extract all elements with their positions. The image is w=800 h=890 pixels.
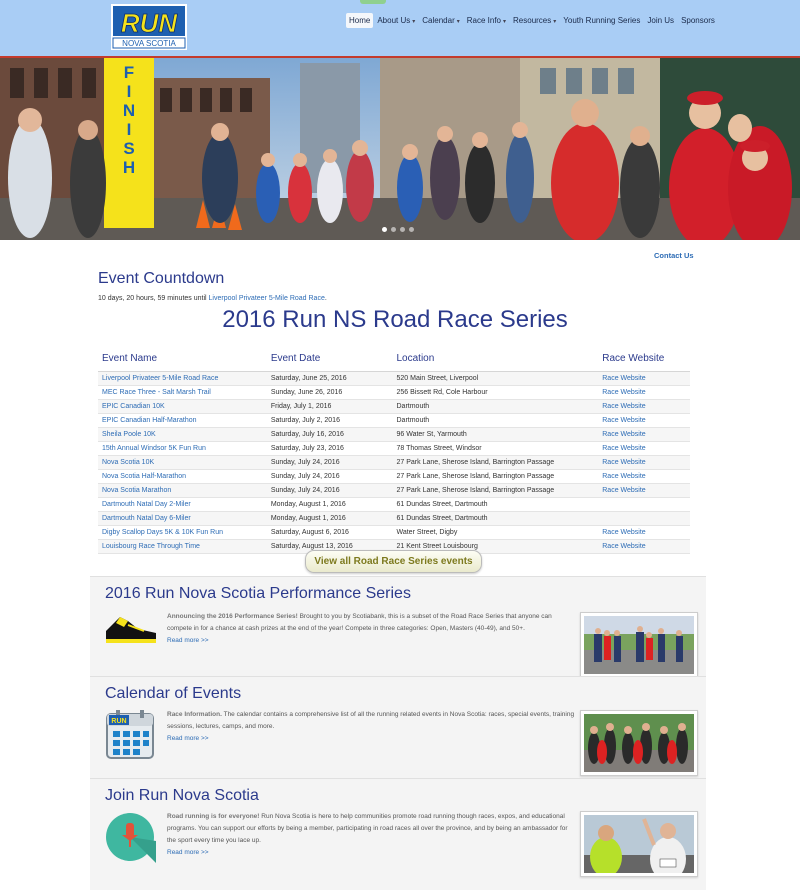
event-location-cell: 27 Park Lane, Sherose Island, Barrington Passage [393,456,599,470]
race-website-link [598,512,690,526]
slider-dot[interactable] [409,227,414,232]
table-row [98,456,690,470]
table-row [98,386,690,400]
race-website-link[interactable]: Race Website [598,442,690,456]
svg-text:NOVA SCOTIA: NOVA SCOTIA [122,39,176,48]
event-location-cell: 256 Bissett Rd, Cole Harbour [393,386,599,400]
table-row [98,512,690,526]
event-name-link[interactable]: Dartmouth Natal Day 6-Miler [98,512,267,526]
event-location-cell: Dartmouth [393,400,599,414]
event-name-link[interactable]: Digby Scallop Days 5K & 10K Fun Run [98,526,267,540]
performance-series-thumbnail[interactable] [580,612,698,678]
series-title: 2016 Run NS Road Race Series [222,306,568,333]
map-pin-icon [104,811,156,863]
finish-banner-letter: I [126,120,132,139]
read-more-link[interactable]: Read more >> [167,849,209,856]
race-crowd-photo [584,714,694,772]
event-location-cell: 27 Park Lane, Sherose Island, Barrington Passage [393,484,599,498]
table-row [98,470,690,484]
calendar-panel [90,676,706,778]
slider-dot[interactable] [382,227,387,232]
panel-body: The calendar contains a comprehensive list of all the running related events in Nova Scotia: races, special events, training sessions, lectures, camps, and more. [167,711,575,730]
nav-item-label: Youth Running Series [563,16,641,25]
event-name-link[interactable]: Nova Scotia 10K [98,456,267,470]
chevron-down-icon: ▾ [456,19,460,25]
svg-text:RUN: RUN [120,8,178,38]
table-row [98,372,690,386]
event-name-link[interactable]: Nova Scotia Marathon [98,484,267,498]
event-name-link[interactable]: 15th Annual Windsor 5K Fun Run [98,442,267,456]
event-date-cell: Sunday, July 24, 2016 [267,470,393,484]
nav-item-calendar[interactable] [419,13,462,28]
nav-item-label: Join Us [647,16,675,25]
event-location-cell: Dartmouth [393,414,599,428]
event-location-cell: Water Street, Digby [393,526,599,540]
panel-lead: Road running is for everyone! [167,813,260,820]
race-website-link[interactable]: Race Website [598,540,690,554]
event-name-link[interactable]: Liverpool Privateer 5-Mile Road Race [98,372,267,386]
table-row [98,428,690,442]
event-location-cell: 96 Water St, Yarmouth [393,428,599,442]
road-race-table [98,353,690,554]
race-website-link [598,498,690,512]
countdown-event-link[interactable]: Liverpool Privateer 5-Mile Road Race [208,295,325,302]
event-date-cell: Saturday, August 6, 2016 [267,526,393,540]
finish-banner-letter: I [126,82,132,101]
table-row [98,400,690,414]
chevron-down-icon: ▾ [553,19,557,25]
slider-dots [382,227,414,232]
event-date-cell: Monday, August 1, 2016 [267,498,393,512]
panel-text [167,611,577,647]
finish-banner-letter: F [123,63,135,82]
hero-race-start-photo [0,58,800,240]
race-website-link[interactable]: Race Website [598,414,690,428]
race-website-link[interactable]: Race Website [598,470,690,484]
slider-dot[interactable] [391,227,396,232]
calendar-icon [104,709,156,761]
event-name-link[interactable]: EPIC Canadian 10K [98,400,267,414]
event-location-cell: 520 Main Street, Liverpool [393,372,599,386]
table-row [98,414,690,428]
view-all-events-button[interactable]: View all Road Race Series events [305,550,482,573]
event-name-link[interactable]: Dartmouth Natal Day 2-Miler [98,498,267,512]
contact-us-link[interactable]: Contact Us [654,251,694,260]
col-location: Location [393,353,599,372]
chevron-down-icon: ▾ [503,19,507,25]
running-shoe-icon [104,611,158,645]
event-location-cell: 78 Thomas Street, Windsor [393,442,599,456]
nav-item-label: Home [349,16,371,25]
event-location-cell: 21 Kent Street Louisbourg [393,540,599,554]
nav-item-sponsors[interactable] [678,13,718,28]
col-race-website: Race Website [598,353,690,372]
table-row [98,526,690,540]
hero-photo-slider[interactable] [0,58,800,240]
event-date-cell: Saturday, August 13, 2016 [267,540,393,554]
panel-body: Brought to you by Scotiabank, this is a subset of the Road Race Series that anyone can compete in for a chance at cash prizes at the end of the year! Compete in three categories: Open, Masters (40-49), and 50+. [167,613,552,632]
main-nav [346,13,719,28]
panel-lead: Race Information. [167,711,222,718]
nav-active-indicator [360,0,386,4]
finish-banner-letter: H [122,158,136,177]
event-location-cell: 61 Dundas Street, Dartmouth [393,512,599,526]
run-nova-scotia-logo[interactable] [111,4,187,50]
nav-item-label: Race Info [466,16,501,25]
event-date-cell: Saturday, July 16, 2016 [267,428,393,442]
table-row [98,442,690,456]
event-location-cell: 61 Dundas Street, Dartmouth [393,498,599,512]
panel-title: Join Run Nova Scotia [105,787,259,804]
table-row [98,498,690,512]
event-name-link[interactable]: Sheila Poole 10K [98,428,267,442]
countdown-text [98,295,327,302]
slider-dot[interactable] [400,227,405,232]
chevron-down-icon: ▾ [412,19,416,25]
countdown-title: Event Countdown [98,270,225,287]
event-date-cell: Saturday, July 2, 2016 [267,414,393,428]
site-header [0,0,800,58]
join-thumbnail[interactable] [580,811,698,877]
event-name-link[interactable]: Nova Scotia Half-Marathon [98,470,267,484]
race-website-link[interactable]: Race Website [598,428,690,442]
read-more-link[interactable]: Read more >> [167,735,209,742]
event-name-link[interactable]: MEC Race Three - Salt Marsh Trail [98,386,267,400]
nav-item-about-us[interactable] [374,13,418,28]
event-date-cell: Sunday, July 24, 2016 [267,484,393,498]
nav-item-join-us[interactable] [644,13,677,28]
svg-text:RUN: RUN [111,718,127,725]
panel-title: 2016 Run Nova Scotia Performance Series [105,585,411,602]
event-date-cell: Sunday, July 24, 2016 [267,456,393,470]
nav-item-label: Sponsors [681,16,715,25]
col-event-date: Event Date [267,353,393,372]
panel-text [167,811,577,859]
countdown-suffix: . [324,295,327,302]
panel-text [167,709,577,745]
event-date-cell: Saturday, July 23, 2016 [267,442,393,456]
nav-item-label: About Us [377,16,411,25]
finish-banner-letter: N [122,101,136,120]
panel-title: Calendar of Events [105,685,242,702]
panel-lead: Announcing the 2016 Performance Series! [167,613,298,620]
event-date-cell: Monday, August 1, 2016 [267,512,393,526]
race-website-link[interactable]: Race Website [598,456,690,470]
table-row [98,484,690,498]
finish-banner-letter: S [123,139,135,158]
race-website-link[interactable]: Race Website [598,372,690,386]
race-website-link[interactable]: Race Website [598,526,690,540]
nav-item-label: Resources [513,16,552,25]
nav-item-race-info[interactable] [464,13,509,28]
runners-finish-photo [584,815,694,873]
panel-body: Run Nova Scotia is here to help communities promote road running though races, expos, and educational programs. You can support our efforts by being a member, participating in road races all over the province, and by being an ambassador for the sport every time you lace up. [167,813,568,844]
nav-item-label: Calendar [422,16,455,25]
countdown-remaining-text: 10 days, 20 hours, 59 minutes until [98,295,209,302]
event-name-link[interactable]: EPIC Canadian Half-Marathon [98,414,267,428]
event-date-cell: Friday, July 1, 2016 [267,400,393,414]
event-location-cell: 27 Park Lane, Sherose Island, Barrington Passage [393,470,599,484]
event-name-link[interactable]: Louisbourg Race Through Time [98,540,267,554]
race-website-link[interactable]: Race Website [598,386,690,400]
event-date-cell: Sunday, June 26, 2016 [267,386,393,400]
race-website-link[interactable]: Race Website [598,400,690,414]
nav-item-resources[interactable] [510,13,559,28]
runners-photo [584,616,694,674]
nav-item-home[interactable] [346,13,373,28]
read-more-link[interactable]: Read more >> [167,637,209,644]
table-header-row [98,353,690,372]
nav-item-youth-running-series[interactable] [560,13,643,28]
calendar-thumbnail[interactable] [580,710,698,776]
event-date-cell: Saturday, June 25, 2016 [267,372,393,386]
race-website-link[interactable]: Race Website [598,484,690,498]
col-event-name: Event Name [98,353,267,372]
performance-series-panel [90,576,706,676]
join-panel [90,778,706,890]
